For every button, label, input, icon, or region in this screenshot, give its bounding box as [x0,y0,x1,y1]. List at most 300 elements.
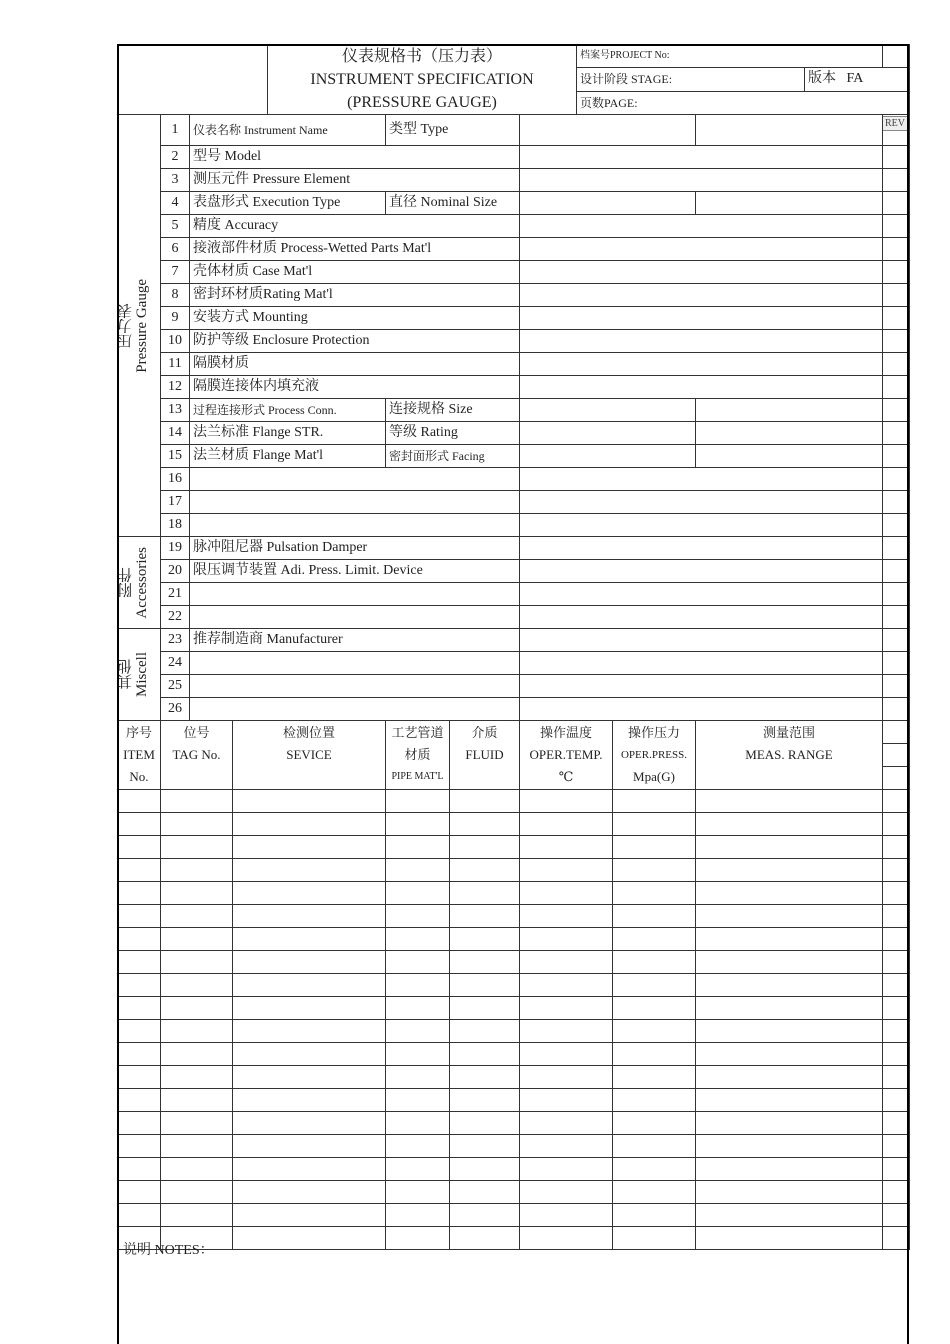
spec-label: 推荐制造商 Manufacturer [190,629,520,652]
item-cell[interactable] [520,951,613,974]
item-cell[interactable] [233,1181,386,1204]
spec-sub-label: 直径 Nominal Size [386,192,520,215]
item-cell[interactable] [613,997,696,1020]
item-cell[interactable] [450,928,520,951]
item-cell[interactable] [696,1020,883,1043]
item-cell[interactable] [450,905,520,928]
item-cell[interactable] [883,1112,910,1135]
item-cell[interactable] [161,1043,233,1066]
item-cell[interactable] [450,1112,520,1135]
rev-cell[interactable] [883,675,910,698]
item-cell[interactable] [450,1066,520,1089]
rev-cell[interactable] [883,284,910,307]
document-title [268,45,577,115]
item-cell[interactable] [118,997,161,1020]
logo-area [118,45,268,115]
row-number: 12 [161,376,190,399]
spec-value-field[interactable] [520,560,883,583]
rev-cell[interactable] [883,399,910,422]
spec-value-field[interactable] [520,353,883,376]
spec-label [190,491,520,514]
notes-label: 说明 NOTES： [123,1243,214,1258]
item-cell[interactable] [233,790,386,813]
item-cell[interactable] [696,951,883,974]
spec-value-field[interactable] [520,307,883,330]
rev-cell[interactable] [883,652,910,675]
spec-label: 测压元件 Pressure Element [190,169,520,192]
spec-value-field-2[interactable] [696,399,883,422]
header-table [117,44,910,115]
spec-label: 仪表名称 Instrument Name [190,115,386,146]
item-cell[interactable] [696,859,883,882]
item-cell[interactable] [520,1066,613,1089]
spec-value-field-2[interactable] [696,422,883,445]
item-cell[interactable] [883,1043,910,1066]
spec-label: 过程连接形式 Process Conn. [190,399,386,422]
item-row [118,1020,910,1043]
item-cell[interactable] [883,790,910,813]
item-cell[interactable] [233,882,386,905]
item-cell[interactable] [233,1089,386,1112]
rev-cell[interactable] [883,468,910,491]
spec-value-field[interactable] [520,422,696,445]
item-cell[interactable] [386,974,450,997]
rev-cell[interactable] [883,629,910,652]
col-range: 测量范围 MEAS. RANGE [696,721,883,790]
rev-cell[interactable] [883,169,910,192]
project-number-field[interactable] [577,45,883,68]
item-cell[interactable] [386,790,450,813]
item-cell[interactable] [386,1043,450,1066]
item-cell[interactable] [520,997,613,1020]
spec-value-field[interactable] [520,698,883,721]
rev-cell[interactable] [883,261,910,284]
item-cell[interactable] [161,836,233,859]
item-cell[interactable] [118,1204,161,1227]
title-en: INSTRUMENT SPECIFICATION [310,71,534,88]
item-cell[interactable] [696,1043,883,1066]
item-cell[interactable] [520,905,613,928]
item-cell[interactable] [161,928,233,951]
spec-value-field[interactable] [520,491,883,514]
item-cell[interactable] [883,974,910,997]
spec-label [190,583,520,606]
item-cell[interactable] [118,905,161,928]
item-cell[interactable] [161,882,233,905]
rev-cell[interactable] [883,514,910,537]
item-cell[interactable] [696,836,883,859]
item-cell[interactable] [118,813,161,836]
item-row [118,974,910,997]
item-cell[interactable] [883,905,910,928]
item-cell[interactable] [883,859,910,882]
spec-value-field[interactable] [520,376,883,399]
item-cell[interactable] [696,1135,883,1158]
version-field[interactable] [805,68,910,91]
item-cell[interactable] [233,928,386,951]
item-cell[interactable] [613,905,696,928]
item-row [118,997,910,1020]
item-cell[interactable] [118,790,161,813]
spec-value-field-2[interactable] [696,192,883,215]
item-cell[interactable] [233,1135,386,1158]
item-cell[interactable] [696,905,883,928]
spec-row [118,284,910,307]
spec-label: 安装方式 Mounting [190,307,520,330]
item-cell[interactable] [520,974,613,997]
item-cell[interactable] [696,1112,883,1135]
item-row [118,1181,910,1204]
spec-value-field[interactable] [520,115,696,146]
item-row [118,882,910,905]
spec-value-field[interactable] [520,652,883,675]
item-cell[interactable] [161,1181,233,1204]
item-cell[interactable] [450,951,520,974]
spec-row [118,422,910,445]
item-cell[interactable] [883,1181,910,1204]
item-cell[interactable] [233,836,386,859]
item-cell[interactable] [386,928,450,951]
item-cell[interactable] [520,1158,613,1181]
item-cell[interactable] [520,1112,613,1135]
spec-value-field[interactable] [520,399,696,422]
item-cell[interactable] [386,951,450,974]
item-cell[interactable] [883,1135,910,1158]
spec-row [118,491,910,514]
item-cell[interactable] [233,859,386,882]
item-cell[interactable] [520,1089,613,1112]
item-cell[interactable] [386,1066,450,1089]
spec-value-field[interactable] [520,261,883,284]
spec-label [190,675,520,698]
item-cell[interactable] [161,905,233,928]
row-number: 1 [161,115,190,146]
spec-table [117,114,910,721]
item-cell[interactable] [118,836,161,859]
spec-sub-label: 连接规格 Size [386,399,520,422]
spec-value-field[interactable] [520,514,883,537]
item-cell[interactable] [450,1135,520,1158]
item-cell[interactable] [233,1112,386,1135]
item-cell[interactable] [386,1158,450,1181]
rev-cell[interactable] [883,583,910,606]
rev-cell[interactable] [883,537,910,560]
item-cell[interactable] [520,859,613,882]
item-cell[interactable] [118,951,161,974]
item-cell[interactable] [613,951,696,974]
item-cell[interactable] [613,882,696,905]
item-cell[interactable] [450,1043,520,1066]
spec-value-field[interactable] [520,169,883,192]
item-cell[interactable] [520,928,613,951]
item-cell[interactable] [613,1204,696,1227]
item-cell[interactable] [233,997,386,1020]
item-row [118,928,910,951]
item-cell[interactable] [696,790,883,813]
item-cell[interactable] [613,859,696,882]
item-cell[interactable] [233,905,386,928]
row-number: 14 [161,422,190,445]
item-cell[interactable] [520,1204,613,1227]
item-cell[interactable] [118,1181,161,1204]
frame-top [117,44,909,46]
item-cell[interactable] [118,1020,161,1043]
item-cell[interactable] [118,859,161,882]
item-cell[interactable] [161,1020,233,1043]
item-cell[interactable] [161,974,233,997]
spec-row [118,238,910,261]
item-cell[interactable] [613,928,696,951]
item-cell[interactable] [696,974,883,997]
item-cell[interactable] [520,790,613,813]
item-cell[interactable] [883,997,910,1020]
item-cell[interactable] [233,1020,386,1043]
item-cell[interactable] [520,1020,613,1043]
item-cell[interactable] [386,1020,450,1043]
rev-cell[interactable] [883,698,910,721]
item-cell[interactable] [386,997,450,1020]
rev-cell[interactable] [883,491,910,514]
item-cell[interactable] [118,1043,161,1066]
item-cell[interactable] [613,836,696,859]
item-cell[interactable] [161,813,233,836]
spec-row [118,698,910,721]
spec-value-field-2[interactable] [696,445,883,468]
item-cell[interactable] [696,928,883,951]
spec-value-field[interactable] [520,284,883,307]
item-cell[interactable] [520,1181,613,1204]
item-cell[interactable] [883,1089,910,1112]
item-row [118,1204,910,1227]
item-cell[interactable] [161,1158,233,1181]
spec-row [118,514,910,537]
item-cell[interactable] [450,974,520,997]
item-cell[interactable] [696,1089,883,1112]
item-cell[interactable] [613,1043,696,1066]
row-number: 21 [161,583,190,606]
rev-cell[interactable] [883,215,910,238]
item-cell[interactable] [883,1158,910,1181]
item-row [118,905,910,928]
item-cell[interactable] [161,859,233,882]
item-cell[interactable] [118,928,161,951]
item-cell[interactable] [450,790,520,813]
item-cell[interactable] [450,1089,520,1112]
spec-value-field[interactable] [520,583,883,606]
item-cell[interactable] [613,1181,696,1204]
item-cell[interactable] [118,1158,161,1181]
item-cell[interactable] [386,1204,450,1227]
item-cell[interactable] [520,1135,613,1158]
item-cell[interactable] [118,1112,161,1135]
row-number: 8 [161,284,190,307]
item-cell[interactable] [696,1181,883,1204]
item-cell[interactable] [118,882,161,905]
notes-area[interactable] [117,1237,909,1344]
item-cell[interactable] [450,1181,520,1204]
item-cell[interactable] [161,1135,233,1158]
item-cell[interactable] [161,1204,233,1227]
item-cell[interactable] [161,951,233,974]
item-cell[interactable] [118,974,161,997]
rev-cell[interactable] [883,376,910,399]
item-cell[interactable] [386,1089,450,1112]
item-cell[interactable] [450,1204,520,1227]
item-cell[interactable] [161,1089,233,1112]
rev-cell[interactable] [883,238,910,261]
spec-label: 法兰标准 Flange STR. [190,422,386,445]
page-field[interactable] [577,91,910,114]
item-cell[interactable] [386,859,450,882]
item-cell[interactable] [883,1066,910,1089]
col-press: 操作压力 OPER.PRESS. Mpa(G) [613,721,696,790]
spec-label: 限压调节装置 Adi. Press. Limit. Device [190,560,520,583]
item-cell[interactable] [386,1135,450,1158]
col-rev [883,721,910,790]
item-cell[interactable] [613,1020,696,1043]
item-cell[interactable] [613,1112,696,1135]
rev-cell[interactable] [883,307,910,330]
rev-cell[interactable] [883,146,910,169]
row-number: 24 [161,652,190,675]
item-cell[interactable] [161,790,233,813]
item-cell[interactable] [883,813,910,836]
spec-value-field[interactable] [520,606,883,629]
item-cell[interactable] [233,1158,386,1181]
item-cell[interactable] [696,997,883,1020]
item-cell[interactable] [520,882,613,905]
spec-row [118,606,910,629]
stage-field[interactable] [577,68,805,91]
spec-value-field[interactable] [520,330,883,353]
item-cell[interactable] [386,905,450,928]
row-number: 26 [161,698,190,721]
item-cell[interactable] [386,836,450,859]
spec-value-field[interactable] [520,468,883,491]
spec-row [118,215,910,238]
rev-cell[interactable] [883,606,910,629]
spec-value-field-2[interactable] [696,115,883,146]
item-cell[interactable] [386,1181,450,1204]
item-row [118,1043,910,1066]
spec-row [118,353,910,376]
item-cell[interactable] [450,859,520,882]
item-cell[interactable] [696,1158,883,1181]
spec-label [190,698,520,721]
item-cell[interactable] [520,1043,613,1066]
item-cell[interactable] [883,928,910,951]
frame-left [117,44,119,1237]
item-cell[interactable] [696,1066,883,1089]
item-cell[interactable] [883,1204,910,1227]
item-cell[interactable] [450,836,520,859]
item-cell[interactable] [386,1112,450,1135]
item-cell[interactable] [450,1020,520,1043]
rev-cell[interactable] [883,422,910,445]
col-fluid: 介质 FLUID [450,721,520,790]
spec-value-field[interactable] [520,192,696,215]
project-label: 档案号PROJECT No: [580,50,670,62]
col-service: 检测位置 SEVICE [233,721,386,790]
item-cell[interactable] [613,790,696,813]
item-cell[interactable] [118,1089,161,1112]
rev-cell[interactable] [883,445,910,468]
item-cell[interactable] [233,951,386,974]
spec-row [118,652,910,675]
item-cell[interactable] [386,882,450,905]
spec-row [118,399,910,422]
rev-cell[interactable] [883,330,910,353]
item-cell[interactable] [233,1204,386,1227]
spec-value-field[interactable] [520,629,883,652]
item-cell[interactable] [883,836,910,859]
item-cell[interactable] [233,974,386,997]
section-label: 附件 Accessories [118,546,150,619]
item-cell[interactable] [613,1089,696,1112]
item-cell[interactable] [613,1066,696,1089]
item-cell[interactable] [233,1066,386,1089]
spec-sub-label: 类型 Type [386,115,520,146]
spec-sub-label: 等级 Rating [386,422,520,445]
spec-row [118,376,910,399]
item-cell[interactable] [520,836,613,859]
row-number: 9 [161,307,190,330]
item-cell[interactable] [161,1112,233,1135]
spec-value-field[interactable] [520,675,883,698]
item-cell[interactable] [696,1204,883,1227]
item-cell[interactable] [118,1066,161,1089]
item-row [118,1135,910,1158]
item-cell[interactable] [450,1158,520,1181]
item-cell[interactable] [161,1066,233,1089]
item-cell[interactable] [233,1043,386,1066]
rev-cell[interactable] [883,560,910,583]
item-cell[interactable] [233,813,386,836]
spec-value-field[interactable] [520,238,883,261]
rev-cell[interactable] [883,115,910,146]
item-cell[interactable] [450,813,520,836]
spec-value-field[interactable] [520,146,883,169]
spec-value-field[interactable] [520,215,883,238]
section-accessories [118,537,161,629]
item-cell[interactable] [883,882,910,905]
item-cell[interactable] [613,1135,696,1158]
row-number: 22 [161,606,190,629]
item-cell[interactable] [450,997,520,1020]
item-cell[interactable] [613,974,696,997]
item-cell[interactable] [450,882,520,905]
spec-row [118,560,910,583]
item-cell[interactable] [883,1020,910,1043]
specification-sheet [117,44,909,1344]
rev-cell[interactable] [883,353,910,376]
item-cell[interactable] [613,1158,696,1181]
section-label: 其他 Miscell [118,652,150,697]
spec-label: 法兰材质 Flange Mat'l [190,445,386,468]
item-cell[interactable] [520,813,613,836]
spec-value-field[interactable] [520,445,696,468]
spec-value-field[interactable] [520,537,883,560]
item-cell[interactable] [118,1135,161,1158]
item-cell[interactable] [386,813,450,836]
item-cell[interactable] [613,813,696,836]
item-cell[interactable] [883,951,910,974]
item-cell[interactable] [696,813,883,836]
item-cell[interactable] [696,882,883,905]
rev-cell[interactable] [883,192,910,215]
item-row [118,1066,910,1089]
item-cell[interactable] [161,997,233,1020]
